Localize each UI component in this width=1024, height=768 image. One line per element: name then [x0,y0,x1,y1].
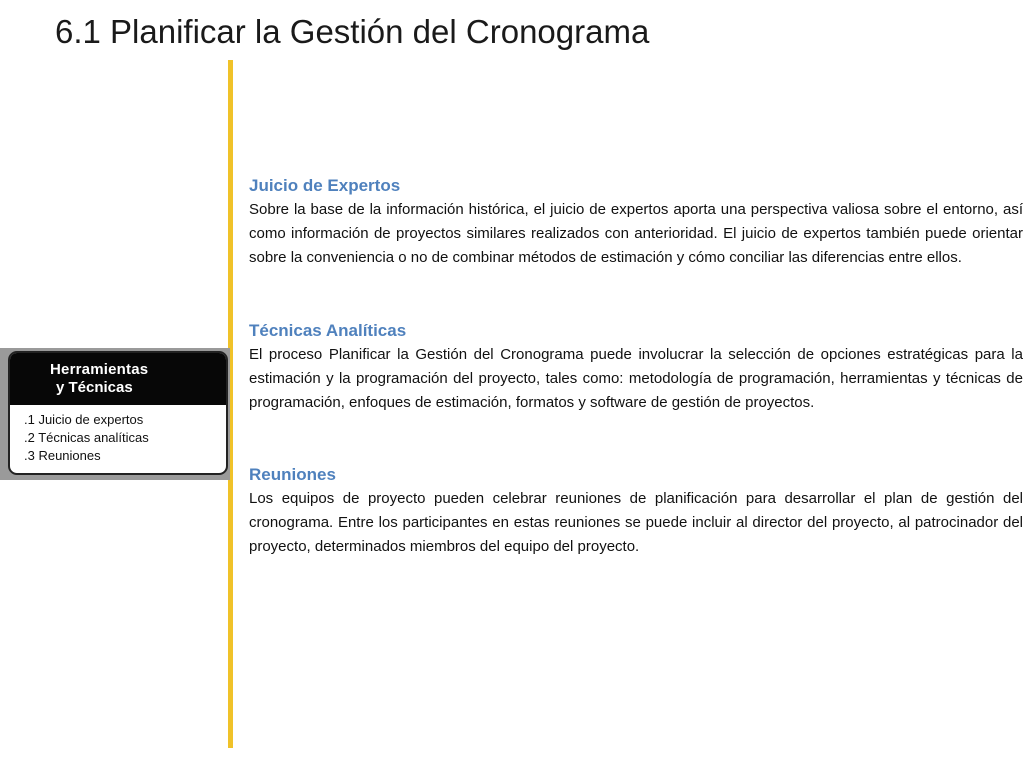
section-heading: Técnicas Analíticas [249,321,407,340]
tools-card-header-line2: y Técnicas [56,379,133,396]
section-tecnicas-analiticas [249,319,1023,415]
section-heading: Reuniones [249,465,336,484]
section-heading: Juicio de Expertos [249,176,401,195]
tools-list-item: .1 Juicio de expertos [24,412,144,427]
tools-card-header [10,353,226,405]
section-juicio-expertos [249,174,1023,270]
section-reuniones [249,463,1023,559]
section-body: Los equipos de proyecto pueden celebrar reuniones de planificación para desarrollar el plan de gestión del cronograma. Entre los participantes en estas reuniones se puede incluir al director del proyecto, al patrocinador del proyecto, determinados miembros del equipo del proyecto. [249,490,1023,555]
slide-title: 6.1 Planificar la Gestión del Cronograma [55,13,650,50]
content-area [249,174,1023,608]
section-body: Sobre la base de la información histórica, el juicio de expertos aporta una perspectiva valiosa sobre el entorno, así como información de proyectos similares realizados con anterioridad. El juicio de expertos también puede orientar sobre la conveniencia o no de combinar métodos de estimación y cómo conciliar las diferencias entre ellos. [249,201,1023,266]
tools-card-header-line1: Herramientas [50,361,149,378]
tools-and-techniques-card [8,351,228,475]
tools-list-item: .3 Reuniones [24,448,101,463]
tools-list-item: .2 Técnicas analíticas [24,430,149,445]
section-body: El proceso Planificar la Gestión del Cronograma puede involucrar la selección de opciones estratégicas para la estimación y la programación del proyecto, tales como: metodología de programación, herramientas y técnicas de programación, enfoques de estimación, formatos y software de gestión de proyectos. [249,346,1023,411]
tools-list [10,405,226,465]
